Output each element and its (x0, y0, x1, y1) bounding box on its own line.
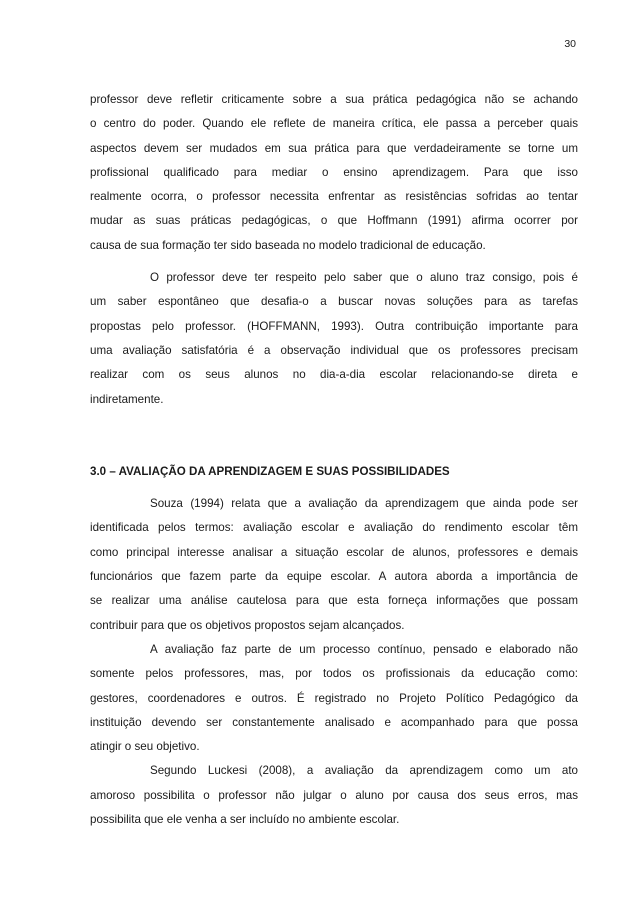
page-number: 30 (564, 38, 576, 50)
text-line: aspectos devem ser mudados em sua prática para que verdadeiramente se torne um (90, 141, 578, 155)
paragraph-2 (90, 266, 578, 412)
text-line: possibilita que ele venha a ser incluído no ambiente escolar. (90, 813, 400, 827)
text-line: contribuir para que os objetivos propostos sejam alcançados. (90, 618, 405, 632)
document-body (90, 88, 578, 832)
text-line: Souza (1994) relata que a avaliação da aprendizagem que ainda pode ser (150, 497, 578, 511)
paragraph-5 (90, 759, 578, 832)
text-line: um saber espontâneo que desafia-o a buscar novas soluções para as tarefas (90, 295, 578, 309)
text-line: o centro do poder. Quando ele reflete de maneira crítica, ele passa a perceber quais (90, 117, 578, 131)
section-heading: 3.0 – AVALIAÇÃO DA APRENDIZAGEM E SUAS POSSIBILIDADES (90, 464, 450, 478)
text-line: realizar com os seus alunos no dia-a-dia escolar relacionando-se direta e (90, 368, 578, 382)
text-line: como principal interesse analisar a situação escolar de alunos, professores e demais (90, 545, 578, 559)
text-line: realmente ocorra, o professor necessita enfrentar as resistências sofridas ao tentar (90, 190, 578, 204)
paragraph-1 (90, 88, 578, 258)
text-line: se realizar uma análise cautelosa para que esta forneça informações que possam (90, 594, 578, 608)
text-line: identificada pelos termos: avaliação escolar e avaliação do rendimento escolar têm (90, 521, 578, 535)
text-line: propostas pelo professor. (HOFFMANN, 1993). Outra contribuição importante para (90, 319, 578, 333)
text-line: funcionários que fazem parte da equipe escolar. A autora aborda a importância de (90, 570, 578, 584)
text-line: Segundo Luckesi (2008), a avaliação da aprendizagem como um ato (150, 764, 578, 778)
text-line: profissional qualificado para mediar o ensino aprendizagem. Para que isso (90, 165, 578, 179)
text-line: somente pelos professores, mas, por todos os profissionais da educação como: (90, 667, 578, 681)
text-line: indiretamente. (90, 392, 164, 406)
text-line: gestores, coordenadores e outros. É registrado no Projeto Político Pedagógico da (90, 691, 578, 705)
text-line: amoroso possibilita o professor não julgar o aluno por causa dos seus erros, mas (90, 788, 578, 802)
text-line: causa de sua formação ter sido baseada no modelo tradicional de educação. (90, 238, 486, 252)
text-line: mudar as suas práticas pedagógicas, o que Hoffmann (1991) afirma ocorrer por (90, 214, 578, 228)
text-line: O professor deve ter respeito pelo saber que o aluno traz consigo, pois é (150, 271, 578, 285)
text-line: atingir o seu objetivo. (90, 740, 200, 754)
paragraph-3 (90, 492, 578, 638)
paragraph-4 (90, 638, 578, 759)
text-line: professor deve refletir criticamente sobre a sua prática pedagógica não se achando (90, 93, 578, 106)
text-line: A avaliação faz parte de um processo contínuo, pensado e elaborado não (150, 642, 578, 656)
text-line: instituição devendo ser constantemente analisado e acompanhado para que possa (90, 715, 578, 729)
text-line: uma avaliação satisfatória é a observação individual que os professores precisam (90, 343, 578, 357)
